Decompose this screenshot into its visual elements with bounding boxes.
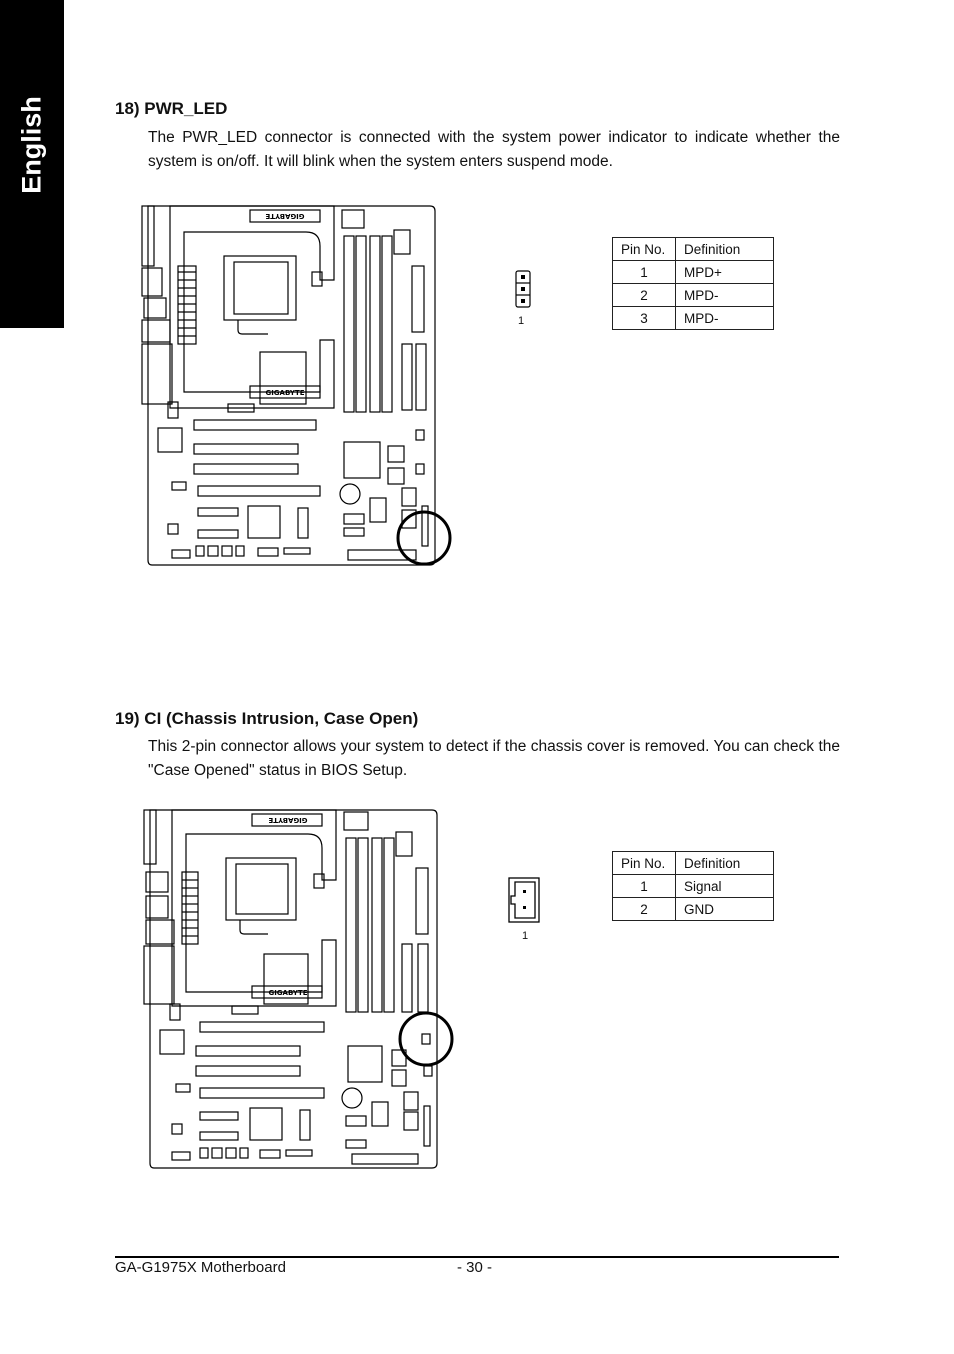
table-row xyxy=(613,898,774,921)
table-cell: MPD- xyxy=(676,307,774,330)
board-brand-label: GIGABYTE xyxy=(265,212,305,220)
table-cell: 2 xyxy=(613,284,676,307)
section-heading-chassis-intrusion: 19) CI (Chassis Intrusion, Case Open) xyxy=(115,709,419,728)
page-number: - 30 - xyxy=(457,1259,493,1276)
table-header-row xyxy=(613,238,774,261)
pin-table-pwr-led xyxy=(612,237,774,330)
board-brand-label: GIGABYTE xyxy=(265,389,305,397)
table-cell: 1 xyxy=(613,261,676,284)
table-row xyxy=(613,261,774,284)
language-tab xyxy=(0,0,64,328)
table-header: Definition xyxy=(676,238,774,261)
motherboard-diagram-chassis-intrusion xyxy=(138,806,456,1174)
table-cell: Signal xyxy=(676,875,774,898)
table-header: Pin No. xyxy=(613,852,676,875)
language-label: English xyxy=(16,96,47,194)
pin-one-label: 1 xyxy=(518,315,525,327)
section-heading-pwr-led: 18) PWR_LED xyxy=(115,99,228,118)
pin-table-chassis-intrusion xyxy=(612,851,774,921)
table-row xyxy=(613,307,774,330)
footer-model: GA-G1975X Motherboard xyxy=(115,1259,286,1276)
table-header-row xyxy=(613,852,774,875)
section-description-chassis-intrusion: This 2-pin connector allows your system to detect if the chassis cover is removed. You can check the "Case Opened" status in BIOS Setup. xyxy=(148,738,840,779)
table-header: Definition xyxy=(676,852,774,875)
table-header: Pin No. xyxy=(613,238,676,261)
table-cell: 1 xyxy=(613,875,676,898)
board-brand-label: GIGABYTE xyxy=(268,816,308,824)
pin-one-label: 1 xyxy=(522,930,529,942)
chassis-intrusion-connector-icon xyxy=(507,876,543,924)
section-description-pwr-led: The PWR_LED connector is connected with the system power indicator to indicate whether the system is on/off. It will blink when the system enters suspend mode. xyxy=(148,129,840,170)
table-cell: 3 xyxy=(613,307,676,330)
table-row xyxy=(613,875,774,898)
footer-divider xyxy=(115,1256,839,1258)
pwr-led-connector-icon xyxy=(513,269,533,309)
motherboard-diagram-pwr-led xyxy=(138,202,456,574)
table-cell: GND xyxy=(676,898,774,921)
table-row xyxy=(613,284,774,307)
table-cell: MPD- xyxy=(676,284,774,307)
board-brand-label: GIGABYTE xyxy=(268,989,308,997)
table-cell: 2 xyxy=(613,898,676,921)
table-cell: MPD+ xyxy=(676,261,774,284)
